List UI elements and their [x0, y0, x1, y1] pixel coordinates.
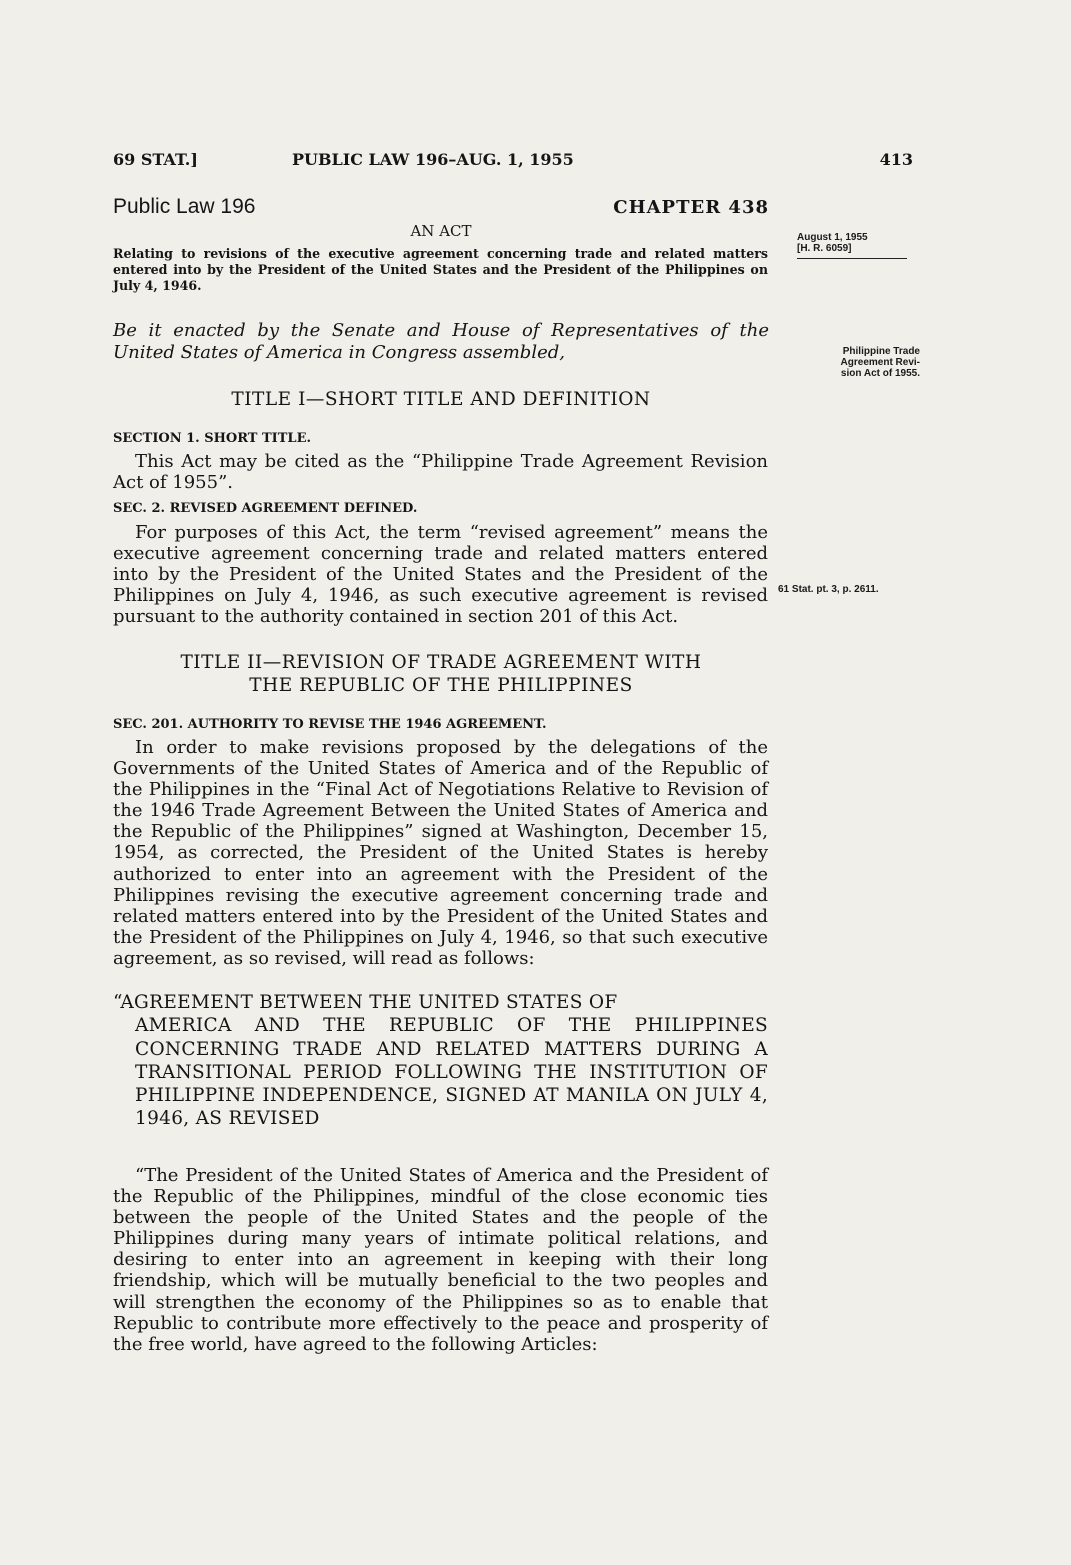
- an-act-heading: AN ACT: [410, 222, 472, 240]
- page-number: 413: [879, 150, 913, 169]
- approval-date: August 1, 1955: [797, 232, 868, 243]
- title-two-heading: [113, 651, 769, 697]
- agreement-title: [113, 991, 768, 1131]
- margin-note-short-title: [780, 346, 920, 379]
- title-two-line-2: THE REPUBLIC OF THE PHILIPPINES: [249, 675, 633, 696]
- agreement-title-first-line: “AGREEMENT BETWEEN THE UNITED STATES OF: [113, 992, 618, 1013]
- enacting-clause: Be it enacted by the Senate and House of Representatives of the United States of America in Congress assembled,: [113, 320, 769, 363]
- agreement-preamble: “The President of the United States of America and the President of the Republic of the Philippines, mindful of the close economic ties between the people of the United States and the people of the Philippines during many years of intimate political relations, and desiring to enter into an agreement in keeping with their long friendship, which will be mutually beneficial to the two peoples and will strengthen the economy of the Philippines so as to enable that Republic to contribute more effectively to the peace and prosperity of the free world, have agreed to the following Articles:: [113, 1165, 768, 1355]
- title-one-heading: TITLE I—SHORT TITLE AND DEFINITION: [231, 389, 651, 410]
- chapter-label: CHAPTER 438: [613, 197, 769, 218]
- stat-volume: 69 STAT.]: [113, 150, 198, 169]
- agreement-title-rest: AMERICA AND THE REPUBLIC OF THE PHILIPPINES CONCERNING TRADE AND RELATED MATTERS DURING A TRANSITIONAL PERIOD FOLLOWING THE INSTITUTION OF PHILIPPINE INDEPENDENCE, SIGNED AT MANILA ON JULY 4, 1946, AS REVISED: [135, 1015, 768, 1130]
- section-1-heading: SECTION 1. SHORT TITLE.: [113, 431, 312, 446]
- section-2-heading: SEC. 2. REVISED AGREEMENT DEFINED.: [113, 501, 418, 516]
- title-two-line-1: TITLE II—REVISION OF TRADE AGREEMENT WITH: [180, 652, 702, 673]
- margin-note-date: [797, 232, 907, 259]
- margin-rule: [797, 258, 907, 259]
- short-title-line-3: sion Act of 1955.: [840, 368, 920, 379]
- short-title-line-2: Agreement Revi-: [840, 357, 920, 368]
- act-purpose: Relating to revisions of the executive agreement concerning trade and related matters entered into by the President of the United States and the President of the Philippines on July 4, 1946.: [113, 246, 768, 293]
- section-2-text: For purposes of this Act, the term “revised agreement” means the executive agreement concerning trade and related matters entered into by the President of the United States and the President of the Philippines on July 4, 1946, as such executive agreement is revised pursuant to the authority contained in section 201 of this Act.: [113, 522, 768, 628]
- public-law-label: Public Law 196: [113, 195, 256, 218]
- section-201-heading: SEC. 201. AUTHORITY TO REVISE THE 1946 AGREEMENT.: [113, 717, 547, 732]
- running-title: PUBLIC LAW 196–AUG. 1, 1955: [292, 150, 574, 169]
- margin-note-citation: 61 Stat. pt. 3, p. 2611.: [778, 584, 879, 595]
- section-1-text: This Act may be cited as the “Philippine Trade Agreement Revision Act of 1955”.: [113, 451, 768, 494]
- short-title-line-1: Philippine Trade: [842, 346, 920, 357]
- bill-number: [H. R. 6059]: [797, 243, 852, 254]
- section-201-text: In order to make revisions proposed by the delegations of the Governments of the United States of America and of the Republic of the Philippines in the “Final Act of Negotiations Relative to Revision of the 1946 Trade Agreement Between the United States of America and the Republic of the Philippines” signed at Washington, December 15, 1954, as corrected, the President of the United States is hereby authorized to enter into an agreement with the President of the Philippines revising the executive agreement concerning trade and related matters entered into by the President of the United States and the President of the Philippines on July 4, 1946, so that such executive agreement, as so revised, will read as follows:: [113, 737, 768, 969]
